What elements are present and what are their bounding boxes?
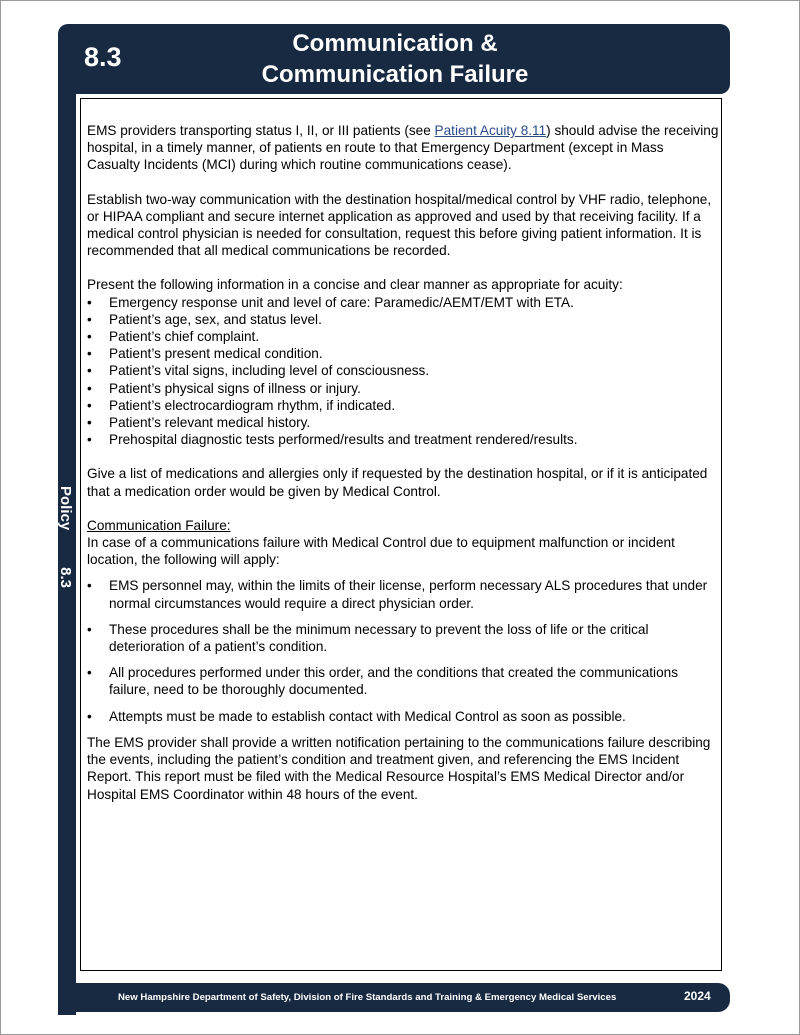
- footer-department: New Hampshire Department of Safety, Division of Fire Standards and Training & Emergency Medical Services: [118, 992, 617, 1003]
- side-policy-label: [50, 482, 82, 592]
- side-policy-number: 8.3: [57, 567, 75, 588]
- list-item: • Emergency response unit and level of care: Paramedic/AEMT/EMT with ETA.: [87, 294, 719, 311]
- communication-failure-intro: In case of a communications failure with Medical Control due to equipment malfunction or incident location, the following will apply:: [87, 535, 675, 568]
- list-item: • Prehospital diagnostic tests performed/results and treatment rendered/results.: [87, 431, 719, 448]
- communication-failure-heading: Communication Failure:: [87, 517, 231, 533]
- communication-failure-list: [87, 577, 719, 724]
- intro-paragraph: [87, 122, 719, 174]
- list-item: • Patient’s present medical condition.: [87, 345, 719, 362]
- policy-content: [87, 122, 719, 803]
- list-item: • All procedures performed under this order, and the conditions that created the communications failure, need to be thoroughly documented.: [87, 664, 719, 698]
- intro-text-before-link: EMS providers transporting status I, II, or III patients (see: [87, 123, 435, 138]
- side-policy-word: Policy: [57, 486, 75, 531]
- page-title-line-2: Communication Failure: [261, 61, 529, 88]
- list-item: • EMS personnel may, within the limits of their license, perform necessary ALS procedures that under normal circumstances would require a direct physician order.: [87, 577, 719, 611]
- list-item: • Patient’s chief complaint.: [87, 328, 719, 345]
- medications-paragraph: Give a list of medications and allergies only if requested by the destination hospital, or if it is anticipated that a medication order would be given by Medical Control.: [87, 466, 708, 499]
- list-item: • Patient’s relevant medical history.: [87, 414, 719, 431]
- list-item: • Patient’s electrocardiogram rhythm, if indicated.: [87, 397, 719, 414]
- present-information-list: [87, 294, 719, 449]
- page-title-line-1: Communication &: [292, 30, 498, 57]
- intro-text-after-link: ) should advise the receiving hospital, in a timely manner, of patients en route to that Emergency Department (except in Mass Casualty Incidents (MCI) during which routine communications cease).: [87, 123, 719, 173]
- patient-acuity-link[interactable]: Patient Acuity 8.11: [434, 123, 547, 138]
- list-item: • Patient’s physical signs of illness or injury.: [87, 380, 719, 397]
- list-item: • Patient’s vital signs, including level of consciousness.: [87, 362, 719, 379]
- list-item: • Attempts must be made to establish contact with Medical Control as soon as possible.: [87, 708, 719, 725]
- footer-year: 2024: [684, 989, 711, 1003]
- page-title: [200, 28, 590, 90]
- list-item: • These procedures shall be the minimum necessary to prevent the loss of life or the critical deterioration of a patient’s condition.: [87, 621, 719, 655]
- present-information-intro: Present the following information in a concise and clear manner as appropriate for acuity:: [87, 277, 623, 293]
- list-item: • Patient’s age, sex, and status level.: [87, 311, 719, 328]
- written-notification-paragraph: The EMS provider shall provide a written notification pertaining to the communications failure describing the events, including the patient’s condition and treatment given, and referencing the EMS Incident Report. This report must be filed with the Medical Resource Hospital’s EMS Medical Director and/or Hospital EMS Coordinator within 48 hours of the event.: [87, 734, 711, 802]
- establish-communication-paragraph: Establish two-way communication with the destination hospital/medical control by VHF radio, telephone, or HIPAA compliant and secure internet application as approved and used by that receiving facility. If a medical control physician is needed for consultation, request this before giving patient information. It is recommended that all medical communications be recorded.: [87, 191, 712, 259]
- policy-number: 8.3: [84, 42, 122, 72]
